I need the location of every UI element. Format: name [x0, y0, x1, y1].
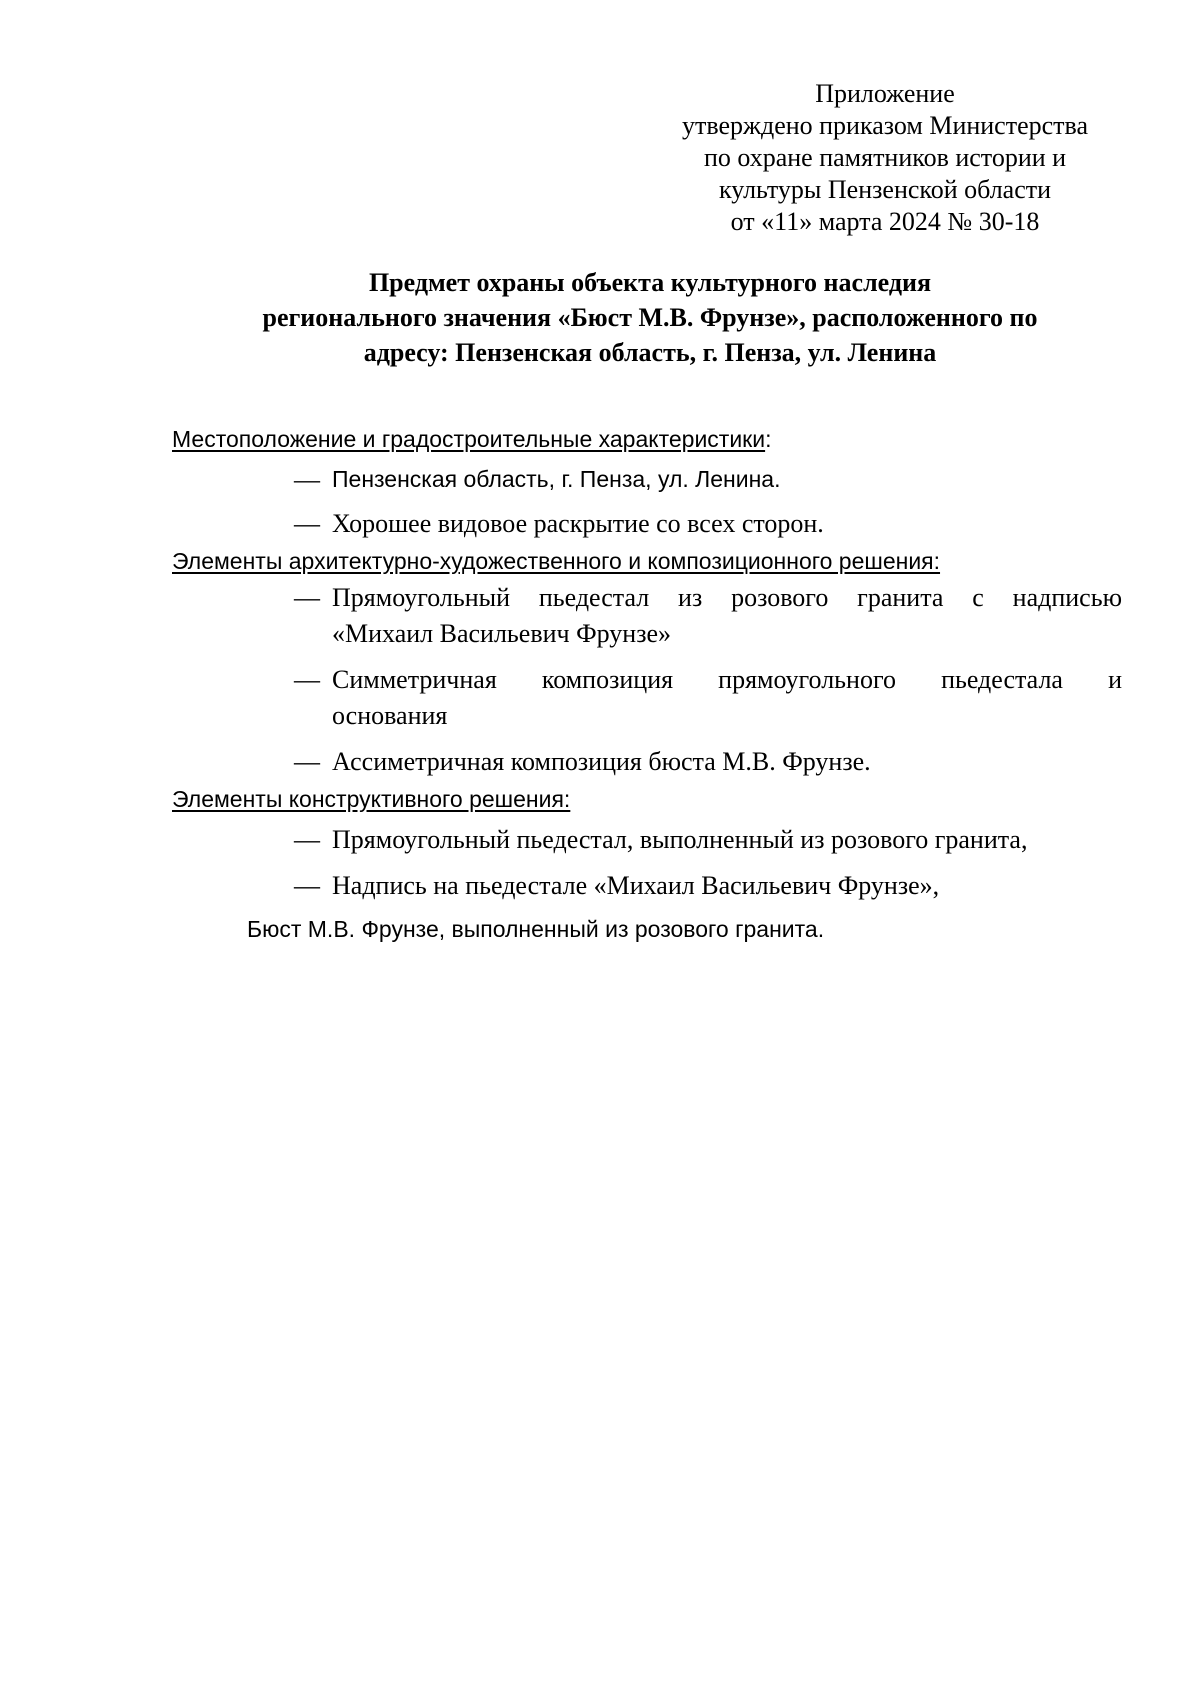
list-item-text: Хорошее видовое раскрытие со всех сторон. — [332, 509, 824, 538]
list-item — [172, 868, 1122, 904]
list-item — [172, 506, 1122, 542]
list-item-text: Прямоугольный пьедестал, выполненный из розового гранита, — [332, 825, 1028, 854]
dash-marker: — — [294, 825, 320, 854]
section-heading-text: Элементы архитектурно-художественного и композиционного решения: — [172, 548, 941, 574]
list-item — [172, 822, 1122, 858]
list-item-text-line: Прямоугольный пьедестал из розового гранита с надписью — [332, 583, 1122, 612]
section-heading-suffix: : — [765, 426, 772, 452]
document-content — [172, 424, 1122, 944]
title-line: Предмет охраны объекта культурного наследия — [368, 268, 932, 297]
list-item-text-line: «Михаил Васильевич Фрунзе» — [332, 619, 672, 648]
list-item-text: Надпись на пьедестале «Михаил Васильевич Фрунзе», — [332, 871, 940, 900]
appendix-line: культуры Пензенской области — [718, 175, 1052, 204]
list-item — [172, 462, 1122, 496]
appendix-block — [660, 78, 1110, 238]
dash-marker: — — [294, 747, 320, 776]
appendix-line: утверждено приказом Министерства — [681, 111, 1089, 140]
list-item — [172, 580, 1122, 652]
section-heading-text: Элементы конструктивного решения: — [172, 786, 571, 812]
section-heading-structural — [172, 784, 1122, 814]
list-item — [172, 744, 1122, 780]
appendix-line: Приложение — [815, 79, 955, 108]
dash-marker: — — [294, 665, 320, 694]
title-line: адресу: Пензенская область, г. Пенза, ул. Ленина — [363, 338, 937, 367]
appendix-line: по охране памятников истории и — [703, 143, 1067, 172]
section-heading-text: Местоположение и градостроительные характеристики — [172, 426, 766, 452]
list-item-text: Пензенская область, г. Пенза, ул. Ленина. — [332, 466, 781, 492]
list-item — [172, 662, 1122, 734]
list-item-text-line: Симметричная композиция прямоугольного пьедестала и — [332, 665, 1122, 694]
closing-line: Бюст М.В. Фрунзе, выполненный из розового гранита. — [247, 916, 825, 942]
dash-marker: — — [294, 583, 320, 612]
section-heading-location — [172, 424, 1122, 454]
title-line: регионального значения «Бюст М.В. Фрунзе», расположенного по — [262, 303, 1038, 332]
dash-marker: — — [294, 871, 320, 900]
document-title — [180, 265, 1120, 370]
dash-marker: — — [294, 509, 320, 538]
appendix-line: от «11» марта 2024 № 30-18 — [730, 207, 1040, 236]
list-item-text: Ассиметричная композиция бюста М.В. Фрунзе. — [332, 747, 871, 776]
dash-marker: — — [294, 465, 320, 494]
list-item-text-line: основания — [332, 701, 448, 730]
section-heading-artistic — [172, 546, 1122, 576]
